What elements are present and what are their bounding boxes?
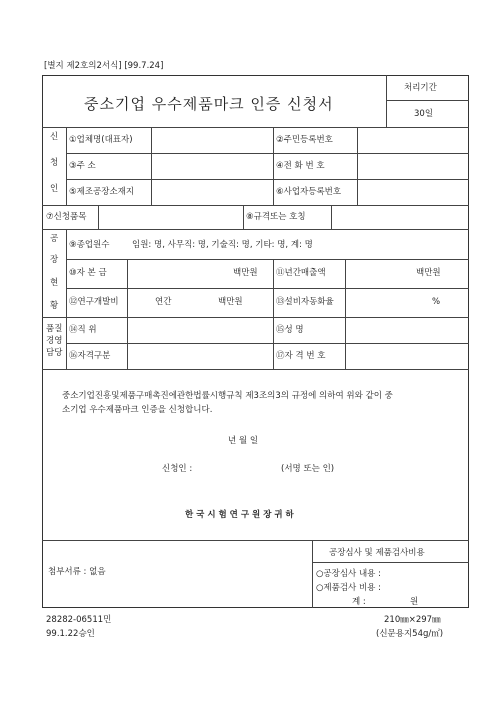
- rnd-cost-label: ⑫연구개발비: [69, 297, 119, 307]
- recipient: 한 국 시 험 연 구 원 장 귀 하: [185, 510, 294, 520]
- employees-label: ⑨종업원수: [69, 240, 110, 250]
- rnd-prefix: 연간: [155, 297, 172, 307]
- footer-paper-size: 210㎜×297㎜: [384, 615, 441, 625]
- processing-period-label: 처리기간: [404, 83, 437, 93]
- applicant-group-2: 청: [50, 158, 59, 168]
- factory-group-3: 현: [50, 278, 59, 288]
- quality-group-3: 담당: [46, 348, 63, 358]
- business-number-label: ⑥사업자등록번호: [276, 187, 342, 197]
- automation-unit: %: [432, 297, 441, 307]
- processing-period-value: 30일: [414, 109, 434, 119]
- capital-unit: 백만원: [233, 268, 258, 278]
- standard-label: ⑧규격또는 호칭: [246, 212, 306, 222]
- statement-line-1: 중소기업진흥및제품구매촉진에관한법률시행규칙 제3조의3의 규정에 의하여 위와 같이 중: [62, 391, 393, 401]
- rnd-unit: 백만원: [218, 297, 243, 307]
- product-item-label: ⑦신청품목: [46, 212, 87, 222]
- applicant-sign-label: 신청인 :: [162, 464, 193, 474]
- fee-product: ○제품검사 비용 :: [316, 583, 381, 593]
- resident-number-label: ②주민등록번호: [276, 135, 333, 145]
- footer-form-number: 28282-06511민: [46, 615, 112, 625]
- factory-group-4: 황: [50, 301, 59, 311]
- attachments: 첨부서류 : 없음: [48, 567, 106, 577]
- footer-paper-type: (신문용지54g/㎡): [376, 629, 444, 639]
- capital-label: ⑩자 본 금: [69, 268, 107, 278]
- annual-sales-label: ⑪년간매출액: [276, 268, 326, 278]
- fee-factory: ○공장심사 내용 :: [316, 569, 381, 579]
- form-title: 중소기업 우수제품마크 인증 신청서: [84, 95, 334, 113]
- automation-rate-label: ⑬설비자동화율: [276, 297, 334, 307]
- factory-group-2: 장: [50, 255, 59, 265]
- address-label: ③주 소: [69, 161, 96, 171]
- cert-number-label: ⑰자 격 번 호: [276, 351, 326, 361]
- applicant-group-1: 신: [50, 132, 59, 142]
- statement-line-2: 소기업 우수제품마크 인증을 신청합니다.: [62, 405, 213, 415]
- employees-breakdown: 임원: 명, 사무직: 명, 기술직: 명, 기타: 명, 계: 명: [132, 240, 313, 250]
- name-label: ⑮성 명: [276, 325, 304, 335]
- factory-location-label: ⑤제조공장소재지: [69, 187, 135, 197]
- footer-approval: 99.1.22승인: [46, 629, 95, 639]
- form-reference: [별지 제2호의2서식] [99.7.24]: [44, 61, 164, 71]
- quality-group-2: 경영: [46, 336, 63, 346]
- annual-sales-unit: 백만원: [416, 268, 441, 278]
- date-line: 년 월 일: [228, 436, 259, 446]
- quality-group-1: 품질: [46, 324, 63, 334]
- form-frame: [42, 75, 469, 608]
- fee-total-label: 계 :: [352, 597, 366, 607]
- fees-title: 공장심사 및 제품검사비용: [329, 548, 425, 558]
- applicant-sign-note: (서명 또는 인): [281, 464, 335, 474]
- factory-group-1: 공: [50, 234, 59, 244]
- fee-total-unit: 원: [410, 597, 419, 607]
- position-label: ⑭직 위: [69, 325, 97, 335]
- phone-label: ④전 화 번 호: [276, 161, 325, 171]
- applicant-group-3: 인: [50, 184, 59, 194]
- qualification-label: ⑯자격구분: [69, 351, 111, 361]
- company-name-label: ①업체명(대표자): [69, 135, 133, 145]
